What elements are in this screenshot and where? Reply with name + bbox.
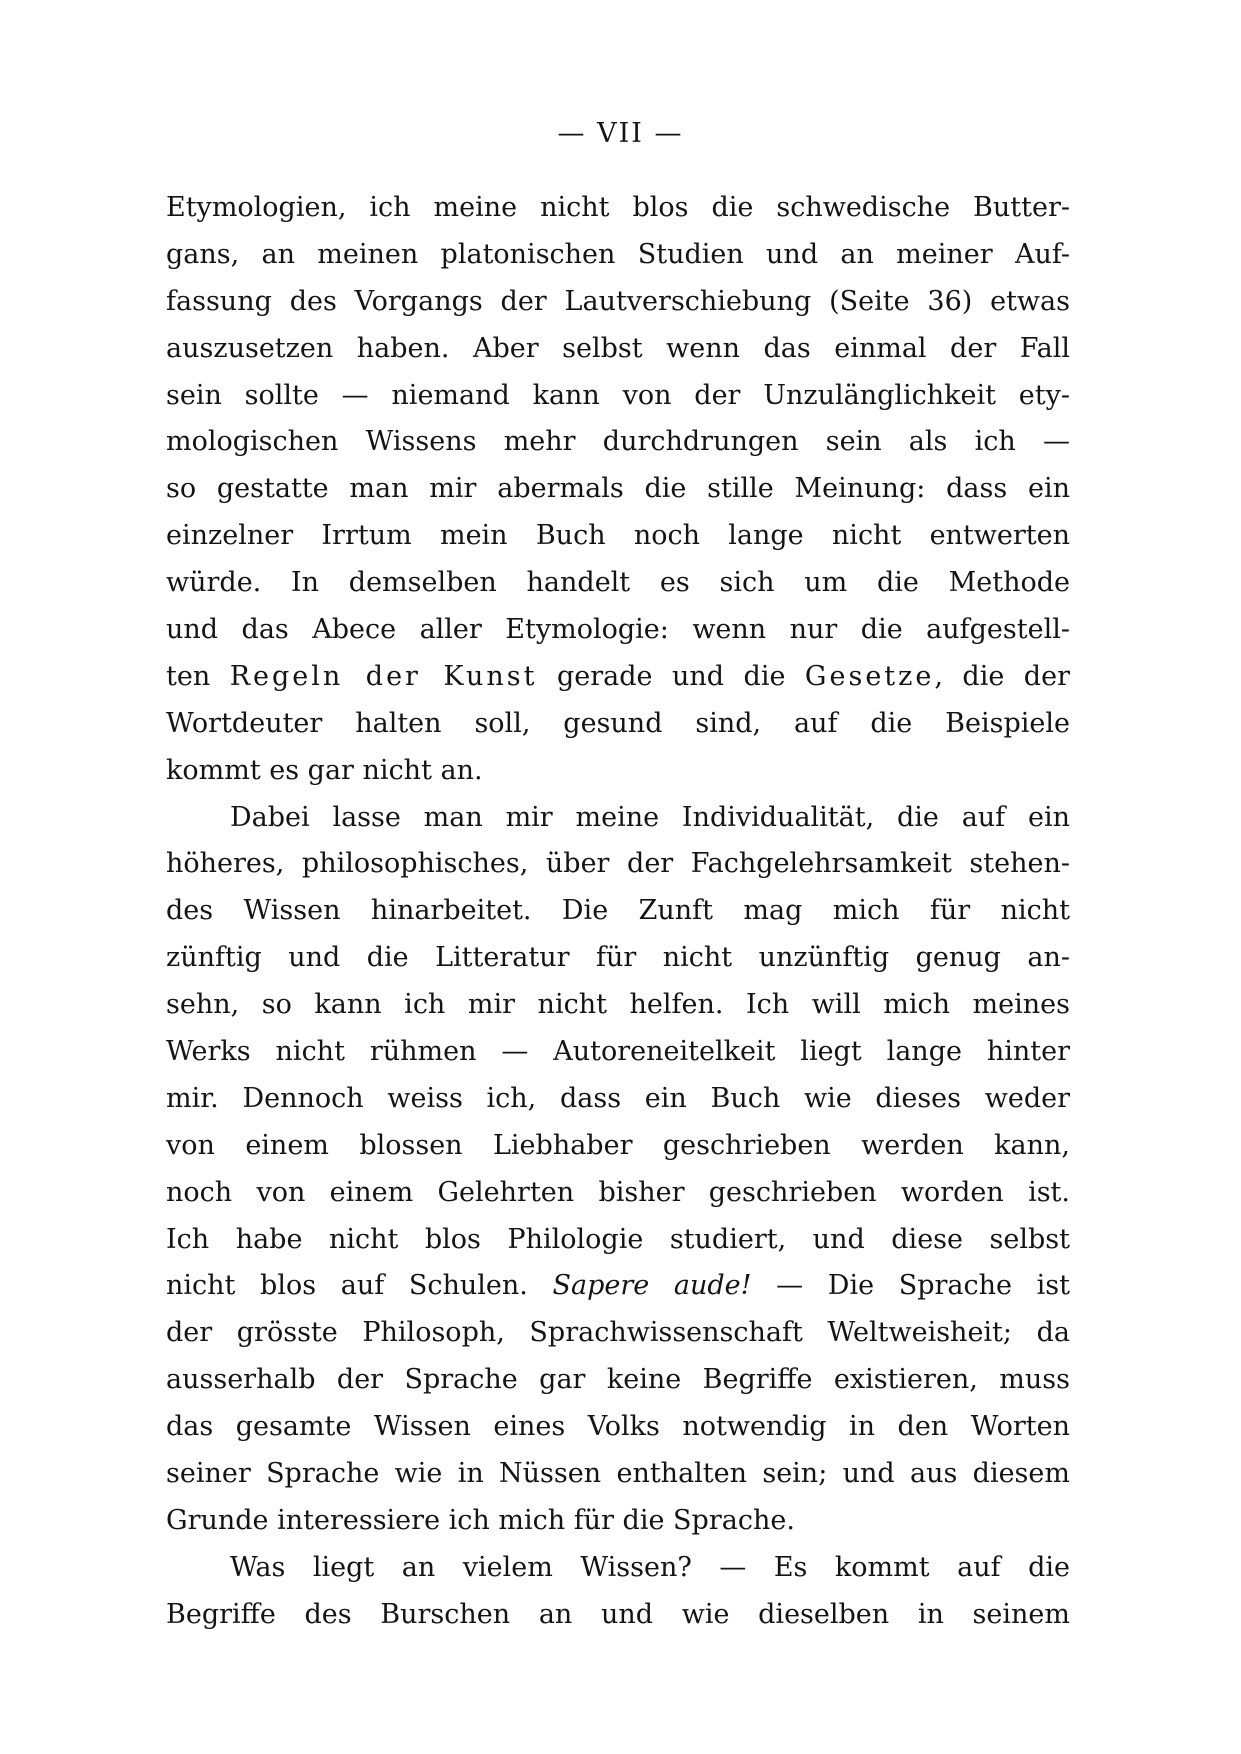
text-line: von einem blossen Liebhaber geschrieben werden kann, [166, 1129, 1070, 1161]
spaced-emphasis: Regeln der Kunst [229, 660, 538, 692]
text-line: und das Abece aller Etymologie: wenn nur die aufgestell- [166, 614, 1070, 646]
text-line: Begriffe des Burschen an und wie dieselben in seinem [166, 1598, 1070, 1630]
text-fragment: ten [166, 660, 230, 692]
text-line: der grösste Philosoph, Sprachwissenschaft Weltweisheit; da [166, 1317, 1070, 1349]
text-line: so gestatte man mir abermals die stille Meinung: dass ein [166, 473, 1070, 505]
text-line: Grunde interessiere ich mich für die Sprache. [166, 1504, 795, 1536]
page-number-header: — VII — [557, 118, 684, 149]
text-line: fassung des Vorgangs der Lautverschiebung (Seite 36) etwas [166, 285, 1070, 317]
text-line: ausserhalb der Sprache gar keine Begriffe existieren, muss [166, 1364, 1070, 1396]
body-text [166, 185, 1070, 1639]
text-line: kommt es gar nicht an. [166, 754, 483, 786]
spaced-emphasis: Gesetze [804, 660, 935, 692]
text-line [166, 1263, 1070, 1310]
text-line [166, 654, 1070, 701]
text-line: mir. Dennoch weiss ich, dass ein Buch wie dieses weder [166, 1082, 1070, 1114]
text-line: Wortdeuter halten soll, gesund sind, auf die Beispiele [166, 707, 1070, 739]
text-fragment: , die der [934, 660, 1070, 692]
text-fragment: gerade und die [537, 660, 805, 692]
text-line: noch von einem Gelehrten bisher geschrieben worden ist. [166, 1176, 1070, 1208]
text-line: des Wissen hinarbeitet. Die Zunft mag mich für nicht [166, 895, 1070, 927]
text-line: Werks nicht rühmen — Autoreneitelkeit liegt lange hinter [166, 1036, 1070, 1068]
text-line: auszusetzen haben. Aber selbst wenn das einmal der Fall [166, 332, 1070, 364]
text-line: seiner Sprache wie in Nüssen enthalten sein; und aus diesem [166, 1458, 1070, 1490]
italic-phrase: Sapere aude! [552, 1270, 752, 1302]
text-line: Etymologien, ich meine nicht blos die schwedische Butter- [166, 192, 1070, 223]
text-fragment: — Die Sprache ist [751, 1270, 1070, 1302]
text-line: sehn, so kann ich mir nicht helfen. Ich will mich meines [166, 989, 1070, 1021]
text-line: Dabei lasse man mir meine Individualität, die auf ein [230, 801, 1070, 833]
text-line: gans, an meinen platonischen Studien und an meiner Auf- [166, 238, 1070, 270]
text-line: das gesamte Wissen eines Volks notwendig in den Worten [166, 1411, 1070, 1443]
text-line: zünftig und die Litteratur für nicht unzünftig genug an- [166, 942, 1070, 974]
text-line: mologischen Wissens mehr durchdrungen sein als ich — [166, 426, 1070, 458]
text-line: Ich habe nicht blos Philologie studiert, und diese selbst [166, 1223, 1070, 1255]
text-line: Was liegt an vielem Wissen? — Es kommt auf die [230, 1551, 1070, 1583]
text-line: einzelner Irrtum mein Buch noch lange nicht entwerten [166, 520, 1070, 552]
text-line: würde. In demselben handelt es sich um die Methode [166, 567, 1070, 599]
text-line: höheres, philosophisches, über der Fachgelehrsamkeit stehen- [166, 848, 1070, 880]
text-fragment: nicht blos auf Schulen. [166, 1270, 553, 1302]
text-line: sein sollte — niemand kann von der Unzulänglichkeit ety- [166, 379, 1070, 411]
